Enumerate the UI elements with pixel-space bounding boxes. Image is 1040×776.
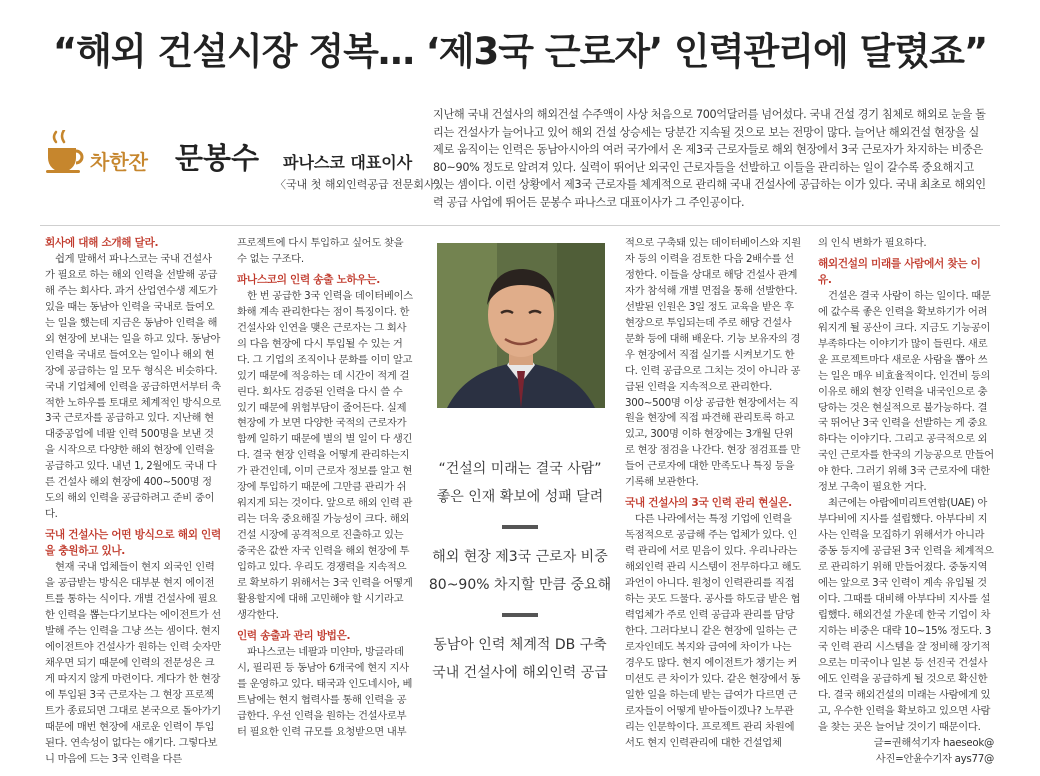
paragraph: 건설은 결국 사람이 하는 일이다. 때문에 값수록 좋은 인력을 확보하기가 어려워지게 될 공산이 크다. 지금도 기능공이 부족하다는 이야기가 많이 들린다. 새로운 프로젝트마다 새로운 사람을 뽑아 쓰는 일은 매우 비효율적이다. 인건비 등의 이유로 해외 현장 인력을 내국인으로 충당하는 것은 현실적으로 불가능하다. 결국 뛰어난 3국 인력을 선발하는 게 중요하다는 이야기다. 그리고 공극적으로 외국인 근로자를 한국의 기능공으로 만들어야 한다. 그러기 위해 3국 근로자에 대한 정보 구축이 필요한 거다. xyxy=(818,289,994,494)
article-intro: 지난해 국내 건설사의 해외건설 수주액이 사상 처음으로 700억달러를 넘어섰다. 국내 건설 경기 침체로 해외로 눈을 돌리는 건설사가 늘어나고 있어 해외 건설 상승세는 당분간 지속될 것으로 보는 전망이 많다. 늘어난 해외건설 현장을 실제로 움직이는 인력은 동남아시아의 여러 국가에서 온 제3국 근로자들로 해외 현장에서 3국 근로자가 차지하는 비중은 80~90% 정도로 알려져 있다. 실력이 뛰어난 외국인 근로자들을 선발하고 이들을 관리하는 일이 갈수록 중요해지고 있는 셈이다. 이런 상황에서 제3국 근로자를 체계적으로 관리해 국내 건설사에 공급하는 이가 있다. 국내 최초로 해외인력 공급 사업에 뛰어든 문봉수 파나스코 대표이사가 그 주인공이다. xyxy=(433,108,986,209)
pull-quote-line: 동남아 인력 체계적 DB 구축 xyxy=(433,637,607,653)
question-heading: 인력 송출과 관리 방법은. xyxy=(237,629,351,642)
paragraph: 다른 나라에서는 특정 기업에 인력을 독점적으로 공급해 주는 업체가 있다. 인력 관리에 서로 믿음이 있다. 우리나라는 해외인력 관리 시스템이 전무하다고 해도 과언이 아니다. 원청이 인력관리를 직접 하는 곳도 드물다. 공사를 하도급 받은 협력업체가 주로 인력 공급과 관리를 담당한다. 그러다보니 같은 현장에 일하는 근로자인데도 복지와 급여에 차이가 나는 경우도 많다. 현지 에이전트가 챙기는 커미션도 큰 차이가 있다. 같은 현장에서 동일한 일을 하는데 받는 급여가 다르면 근로자들이 어떻게 받아들이겠나? 노무관리는 인문학이다. 프로젝트 관리 차원에서도 현지 인력관리에 대한 건설업체 xyxy=(625,513,801,749)
pull-quotes xyxy=(425,455,615,687)
column-logo xyxy=(44,126,159,180)
interviewee-name: 문봉수 xyxy=(175,141,260,175)
paragraph: 파나스코는 네팔과 미얀마, 방글라데시, 필리핀 등 동남아 6개국에 현지 지사를 운영하고 있다. 태국과 인도네시아, 베트남에는 현지 협력사를 통해 인력을 공급한다. 우선 인력을 원하는 건설사로부터 필요한 인력 규모를 요청받으면 내부 xyxy=(237,645,413,738)
paragraph: 한 번 공급한 3국 인력을 데이터베이스화해 계속 관리한다는 점이 특징이다. 한 건설사와 인연을 맺은 근로자는 그 회사의 다음 현장에 다시 투입될 수 있는 거다. 그 기업의 조직이나 문화를 이미 알고 있기 때문에 적응하는 데 시간이 적게 걸린다. 회사도 검증된 인력을 다시 쓸 수 있기 때문에 위험부담이 줄어든다. 실제 현장에 가 보면 다양한 국적의 근로자가 함께 일하기 때문에 별의 별 일이 다 생긴다. 결국 현장 인력을 어떻게 관리하는지가 관건인데, 이미 근로자 정보를 알고 현장에 투입하기 때문에 그만큼 관리가 쉬워지게 되는 것이다. 앞으로 해외 인력 관리는 더욱 중요해질 가능성이 크다. 해외 건설 시장에 공격적으로 진출하고 있는 중국은 값싼 자국 인력을 해외 현장에 투입하고 있다. 우리도 경쟁력을 지속적으로 확보하기 위해서는 3국 인력을 어떻게 활용할지에 대해 고민해야 할 시기라고 생각한다. xyxy=(237,289,413,621)
pull-quote-line: 국내 건설사에 해외인력 공급 xyxy=(432,665,608,681)
pull-quote-line: 해외 현장 제3국 근로자 비중 xyxy=(432,549,608,565)
portrait-image xyxy=(437,243,605,408)
pull-quote-line: 좋은 인재 확보에 성패 달려 xyxy=(436,489,604,505)
byline-credit: 글=권해석기자 haeseok@ xyxy=(873,736,994,749)
pull-quote-divider xyxy=(502,525,538,529)
paragraph: 쉽게 말해서 파나스코는 국내 건설사가 필요로 하는 해외 인력을 선발해 공급해 주는 회사다. 과거 산업연수생 제도가 있을 때는 동남아 인력을 국내로 들여오는 일을 했는데 지금은 동남아 인력을 해외 현장에 보내는 일을 하고 있다. 동남아 인력을 국내로 들여오는 일이나 해외 현장에 공급하는 일 모두 형식은 비슷하다. 국내 기업체에 인력을 공급하면서부터 축적한 노하우를 토대로 체계적인 방식으로 3국 근로자를 공급하고 있다. 지난해 현대중공업에 네팔 인력 500명을 보낸 것을 시작으로 다양한 해외 현장에 인력을 공급하고 있다. 내년 1, 2월에도 국내 다른 건설사 해외 현장에 400~500명 정도의 해외 인력을 공급하려고 준비 중이다. xyxy=(45,252,221,521)
paragraph: 현재 국내 업체들이 현지 외국인 인력을 공급받는 방식은 대부분 현지 에이전트를 통하는 식이다. 개별 건설사에 필요한 인력을 뽑는다기보다는 에이전트가 선발해 주는 인력을 그냥 쓰는 셈이다. 현지 에이전트야 건설사가 원하는 인력 숫자만 채우면 되기 때문에 인력의 전문성은 크게 따지지 않게 마련이다. 게다가 한 현장에 투입된 3국 근로자는 그 현장 프로젝트가 종료되면 그대로 본국으로 돌아가기 때문에 매번 현장에 새로운 인력이 투입된다. 연속성이 없다는 얘기다. 그렇다보니 마음에 드는 3국 인력을 다른 xyxy=(45,561,221,765)
question-heading: 국내 건설사의 3국 인력 관리 현실은. xyxy=(625,497,792,510)
pull-quote-line: “건설의 미래는 결국 사람” xyxy=(438,461,602,477)
pull-quote-divider xyxy=(502,613,538,617)
column-logo-text: 차한잔 xyxy=(90,150,148,174)
pull-quote xyxy=(425,631,615,687)
interviewee-subtitle: 〈국내 첫 해외인력공급 전문회사〉 xyxy=(275,178,446,191)
question-heading: 파나스코의 인력 송출 노하우는. xyxy=(237,273,381,286)
question-heading: 국내 건설사는 어떤 방식으로 해외 인력을 충원하고 있나. xyxy=(45,529,221,558)
article-column-1 xyxy=(45,236,221,776)
coffee-cup-icon xyxy=(44,130,88,176)
paragraph: 최근에는 아랍에미리트연합(UAE) 아부다비에 지사를 설립했다. 아부다비 지사는 인력을 모집하기 위해서가 아니라 중동 등지에 공급된 3국 인력을 체계적으로 관리하기 위해 만들어졌다. 중동지역에는 앞으로 3국 인력이 계속 유입될 것이다. 그때를 대비해 아부다비 지사를 설립했다. 해외건설 가운데 한국 기업이 차지하는 비중은 대략 10~15% 정도다. 3국 인력 관리 시스템을 잘 정비해 장기적으로는 미국이나 일본 등 선진국 건설사에도 인력을 공급하게 될 것으로 확신한다. 결국 해외건설의 미래는 사람에게 있고, 우수한 인력을 확보하고 있으면 사람을 찾는 곳은 늘어날 것이기 때문이다. xyxy=(818,497,994,733)
question-heading: 해외건설의 미래를 사람에서 찾는 이유. xyxy=(818,257,981,286)
interviewee-photo xyxy=(437,243,605,408)
pull-quote xyxy=(425,543,615,599)
divider xyxy=(40,225,1000,226)
paragraph: 적으로 구축돼 있는 데이터베이스와 지원자 등의 이력을 검토한 다음 2배수를 선정한다. 이들을 상대로 해당 건설사 관계자가 참석해 개별 면접을 통해 선발한다. 선발된 인원은 3일 정도 교육을 받은 후 현장으로 투입되는데 주로 해당 건설사 문화 등에 대해 배운다. 기능 보유자의 경우 현장에서 직접 실기를 시켜보기도 한다. 인력 공급으로 그치는 것이 아니라 공급된 인력을 지속적으로 관리한다. 300~500명 이상 공급한 현장에서는 직원을 현장에 직접 파견해 관리토록 하고 있고, 300명 이하 현장에는 3개월 단위로 현장 점검을 나간다. 현장 점검표를 만들어 근로자에 대한 만족도나 특징 등을 기록해 보관한다. xyxy=(625,237,801,489)
paragraph: 의 인식 변화가 필요하다. xyxy=(818,237,927,249)
pull-quote-line: 80~90% 차지할 만큼 중요해 xyxy=(428,577,612,593)
byline-credit: 사진=안윤수기자 ays77@ xyxy=(875,752,994,765)
paragraph: 프로젝트에 다시 투입하고 싶어도 찾을 수 없는 구조다. xyxy=(237,237,404,265)
headline: “해외 건설시장 정복… ‘제3국 근로자’ 인력관리에 달렸죠” xyxy=(52,29,988,73)
question-heading: 회사에 대해 소개해 달라. xyxy=(45,237,159,249)
article-column-5 xyxy=(818,236,994,776)
interviewee-title: 파나스코 대표이사 xyxy=(283,153,413,172)
article-column-4 xyxy=(625,236,801,776)
pull-quote xyxy=(425,455,615,511)
article-column-2 xyxy=(237,236,413,776)
